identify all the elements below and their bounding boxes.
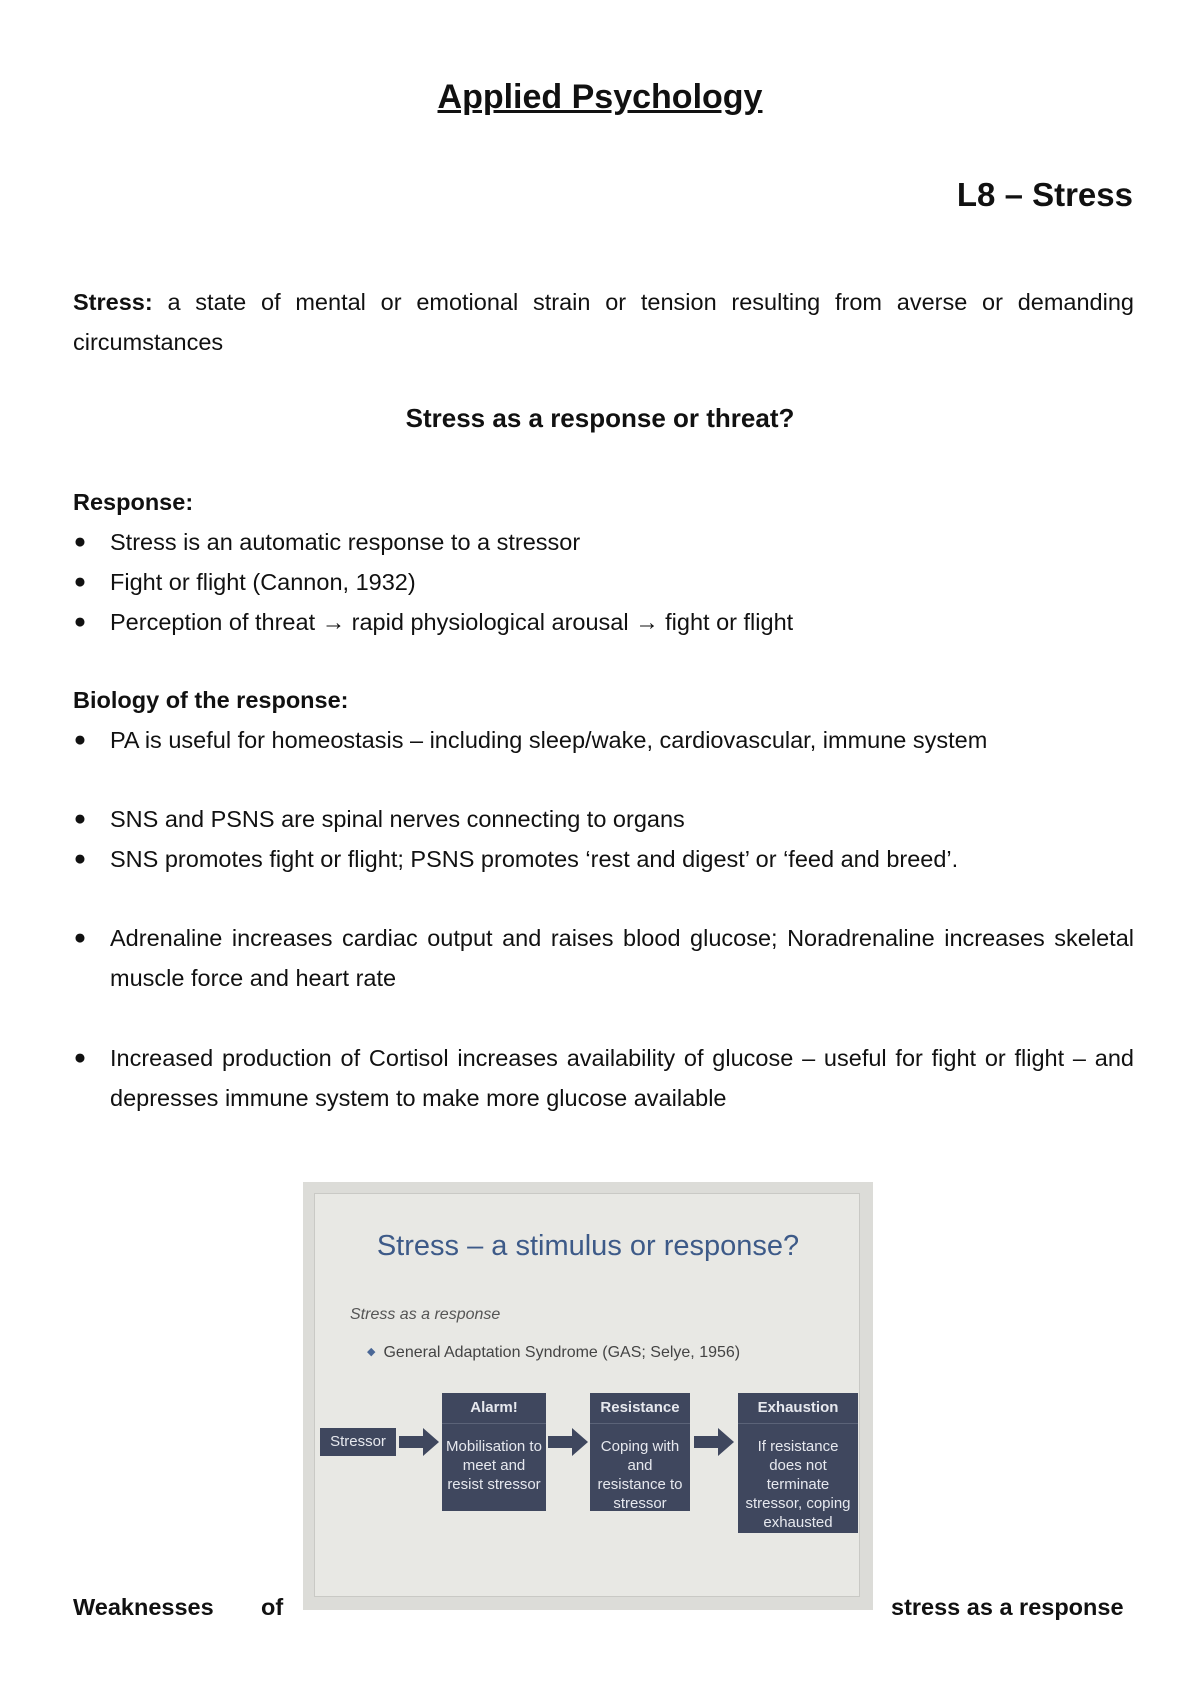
bullet-icon: ●: [73, 728, 87, 751]
bullet-icon: ●: [73, 570, 87, 593]
arrow-right-icon: [399, 1428, 439, 1456]
section-heading: Stress as a response or threat?: [405, 403, 795, 433]
document-title: Applied Psychology: [437, 78, 763, 116]
list-item-text: SNS promotes fight or flight; PSNS promotes ‘rest and digest’ or ‘feed and breed’.: [110, 846, 959, 872]
stage-body: Mobilisation to meet and resist stressor: [446, 1438, 542, 1493]
stage-head: Exhaustion: [738, 1393, 858, 1424]
bullet-icon: ●: [73, 807, 87, 830]
stage-body: If resistance does not terminate stressor, coping exhausted: [745, 1438, 851, 1531]
stage-head: Resistance: [590, 1393, 690, 1424]
list-item-text: SNS and PSNS are spinal nerves connecting to organs: [110, 806, 685, 832]
weaknesses-word: Weaknesses: [73, 1594, 214, 1620]
list-item: [73, 602, 1134, 642]
gas-slide-image: [303, 1182, 873, 1610]
list-item-text: PA is useful for homeostasis – including sleep/wake, cardiovascular, immune system: [110, 727, 988, 753]
stressor-box: Stressor: [320, 1428, 396, 1456]
biology-list-3: [73, 918, 1134, 998]
list-item-text: Perception of threat → rapid physiological arousal → fight or flight: [110, 609, 794, 635]
list-item-text: Increased production of Cortisol increases availability of glucose – useful for fight or flight – and depresses immune system to make more glucose available: [110, 1045, 1134, 1111]
bullet-icon: ●: [73, 1046, 87, 1069]
weaknesses-word: stress as a response: [891, 1594, 1124, 1620]
list-item: [73, 522, 1134, 562]
stage-box-resistance: [590, 1393, 690, 1511]
weaknesses-heading: [73, 1594, 1134, 1634]
slide-panel: [314, 1193, 860, 1597]
biology-list-1: [73, 720, 1134, 760]
slide-bullet: [367, 1344, 740, 1362]
list-item: [73, 839, 1134, 879]
stress-definition: [73, 282, 1134, 362]
slide-subtitle: Stress as a response: [350, 1306, 501, 1323]
stage-box-alarm: [442, 1393, 546, 1511]
list-item: [73, 562, 1134, 602]
slide-title: Stress – a stimulus or response?: [376, 1230, 800, 1262]
slide-bullet-text: General Adaptation Syndrome (GAS; Selye, 1956): [383, 1344, 741, 1361]
lecture-title: L8 – Stress: [956, 176, 1133, 213]
stage-head: Alarm!: [442, 1393, 546, 1424]
arrow-right-icon: [548, 1428, 588, 1456]
bullet-icon: ●: [73, 530, 87, 553]
list-item: [73, 918, 1134, 998]
list-item: [73, 720, 1134, 760]
weaknesses-word: of: [261, 1594, 284, 1620]
biology-label: Biology of the response:: [73, 687, 349, 713]
list-item-text: Fight or flight (Cannon, 1932): [110, 569, 416, 595]
list-item: [73, 1038, 1134, 1118]
list-item: [73, 799, 1134, 839]
arrow-right-icon: [694, 1428, 734, 1456]
biology-list-4: [73, 1038, 1134, 1118]
response-label: Response:: [73, 489, 194, 515]
stage-body: Coping with and resistance to stressor: [597, 1438, 683, 1512]
bullet-icon: ●: [73, 926, 87, 949]
diamond-bullet-icon: ◆: [367, 1346, 376, 1358]
bullet-icon: ●: [73, 610, 87, 633]
list-item-text: Adrenaline increases cardiac output and raises blood glucose; Noradrenaline increases skeletal muscle force and heart rate: [110, 925, 1134, 991]
list-item-text: Stress is an automatic response to a stressor: [110, 529, 581, 555]
bullet-icon: ●: [73, 847, 87, 870]
response-list: [73, 522, 1134, 642]
stage-box-exhaustion: [738, 1393, 858, 1533]
definition-text: a state of mental or emotional strain or tension resulting from averse or demanding circumstances: [73, 289, 1134, 355]
definition-term: Stress:: [73, 289, 153, 315]
biology-list-2: [73, 799, 1134, 879]
